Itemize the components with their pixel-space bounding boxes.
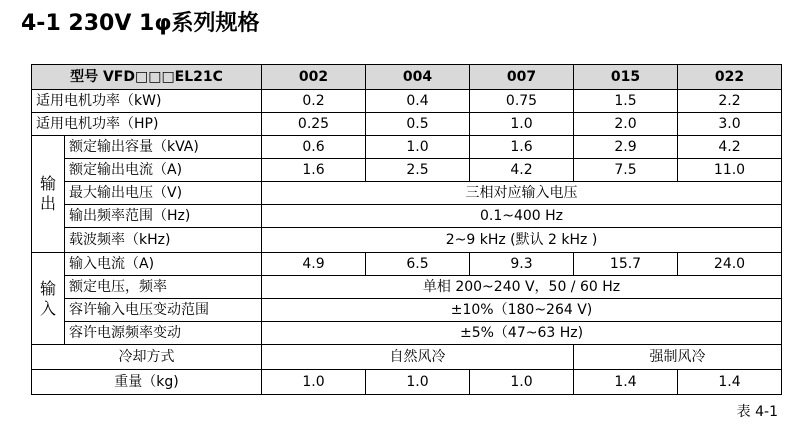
table-cell: 24.0 <box>678 253 782 276</box>
header-row <box>32 65 782 90</box>
row-motor-kw <box>32 90 782 113</box>
table-cell: 0.5 <box>366 113 470 136</box>
table-cell: ±10%（180~264 V) <box>262 299 782 322</box>
row-output-max-voltage <box>32 182 782 205</box>
table-cell: 4.2 <box>470 159 574 182</box>
table-cell: 强制风冷 <box>574 345 782 370</box>
header-col-007: 007 <box>470 65 574 90</box>
table-cell: 1.4 <box>678 370 782 395</box>
table-cell: 三相对应输入电压 <box>262 182 782 205</box>
table-cell: 2~9 kHz (默认 2 kHz ) <box>262 228 782 253</box>
table-cell: 2.9 <box>574 136 678 159</box>
table-cell: 4.9 <box>262 253 366 276</box>
row-weight <box>32 370 782 395</box>
row-label: 容许输入电压变动范围 <box>65 299 262 322</box>
row-input-freq-tolerance <box>32 322 782 345</box>
table-cell: 0.25 <box>262 113 366 136</box>
table-cell: 0.1~400 Hz <box>262 205 782 228</box>
table-caption: 表 4-1 <box>736 404 778 420</box>
row-label: 适用电机功率（kW) <box>32 90 262 113</box>
row-label: 容许电源频率变动 <box>65 322 262 345</box>
row-label: 适用电机功率（HP) <box>32 113 262 136</box>
output-group-label <box>32 136 65 253</box>
table-cell: 3.0 <box>678 113 782 136</box>
table-cell: 1.0 <box>470 113 574 136</box>
row-label: 输入电流（A) <box>65 253 262 276</box>
table-cell: ±5%（47~63 Hz) <box>262 322 782 345</box>
row-label: 重量（kg) <box>32 370 262 395</box>
group-char: 输 <box>39 278 56 298</box>
section-heading: 4-1 230V 1φ系列规格 <box>21 11 260 36</box>
table-cell: 单相 200~240 V，50 / 60 Hz <box>262 276 782 299</box>
table-cell: 0.2 <box>262 90 366 113</box>
row-label: 额定输出电流（A) <box>65 159 262 182</box>
table-cell: 11.0 <box>678 159 782 182</box>
row-output-current <box>32 159 782 182</box>
table-cell: 1.4 <box>574 370 678 395</box>
row-output-carrier <box>32 228 782 253</box>
group-char: 出 <box>39 194 56 213</box>
group-char: 输 <box>39 174 56 193</box>
spec-table <box>31 64 782 395</box>
row-input-current <box>32 253 782 276</box>
table-cell: 1.0 <box>366 370 470 395</box>
table-cell: 6.5 <box>366 253 470 276</box>
table-cell: 4.2 <box>678 136 782 159</box>
table-cell: 7.5 <box>574 159 678 182</box>
row-cooling <box>32 345 782 370</box>
row-input-voltage-tolerance <box>32 299 782 322</box>
header-col-015: 015 <box>574 65 678 90</box>
table-cell: 2.0 <box>574 113 678 136</box>
table-cell: 0.75 <box>470 90 574 113</box>
table-cell: 1.0 <box>262 370 366 395</box>
header-col-004: 004 <box>366 65 470 90</box>
row-label: 最大输出电压（V) <box>65 182 262 205</box>
input-group-label <box>32 253 65 345</box>
table-cell: 1.5 <box>574 90 678 113</box>
row-label: 输出频率范围（Hz) <box>65 205 262 228</box>
table-cell: 15.7 <box>574 253 678 276</box>
table-cell: 1.0 <box>470 370 574 395</box>
table-cell: 2.5 <box>366 159 470 182</box>
row-label: 载波频率（kHz) <box>65 228 262 253</box>
group-char: 入 <box>39 298 56 318</box>
table-cell: 1.0 <box>366 136 470 159</box>
row-label: 额定输出容量（kVA) <box>65 136 262 159</box>
row-input-rated-voltage <box>32 276 782 299</box>
table-cell: 1.6 <box>470 136 574 159</box>
header-col-022: 022 <box>678 65 782 90</box>
table-cell: 自然风冷 <box>262 345 574 370</box>
table-cell: 1.6 <box>262 159 366 182</box>
header-col-002: 002 <box>262 65 366 90</box>
table-cell: 2.2 <box>678 90 782 113</box>
header-model: 型号 VFD□□□EL21C <box>32 65 262 90</box>
row-label: 额定电压，频率 <box>65 276 262 299</box>
row-label: 冷却方式 <box>32 345 262 370</box>
table-cell: 0.6 <box>262 136 366 159</box>
table-cell: 9.3 <box>470 253 574 276</box>
row-output-freq-range <box>32 205 782 228</box>
row-output-capacity <box>32 136 782 159</box>
row-motor-hp <box>32 113 782 136</box>
table-cell: 0.4 <box>366 90 470 113</box>
